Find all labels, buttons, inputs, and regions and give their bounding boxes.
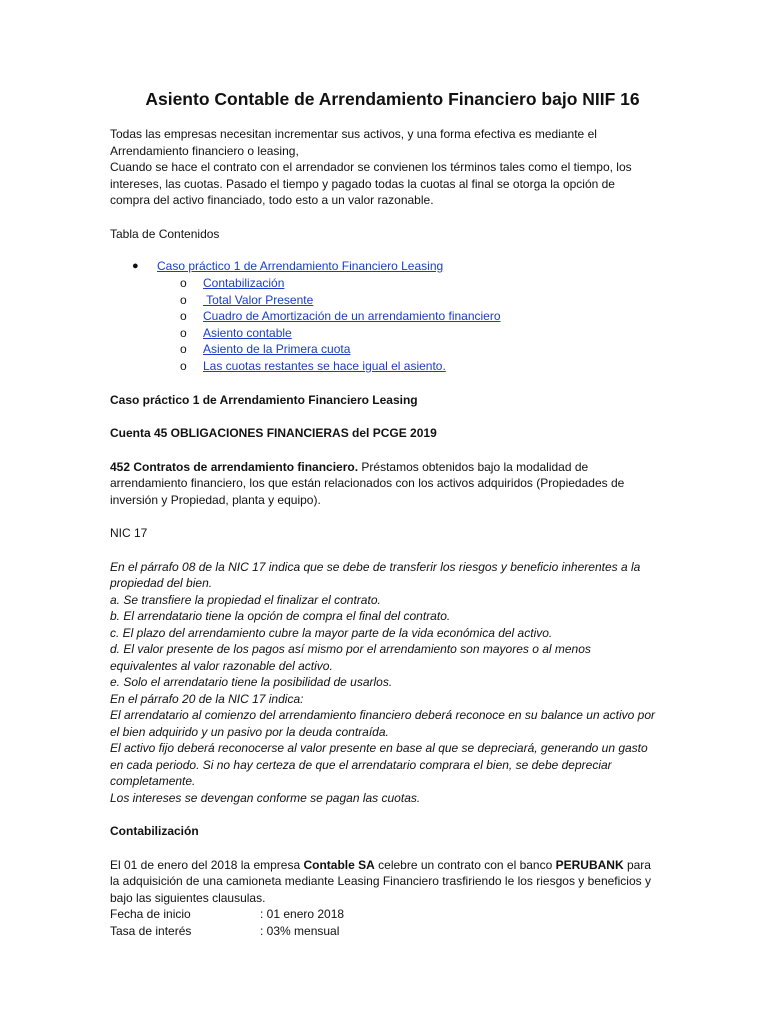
circle-bullet-icon: o (180, 342, 187, 357)
contabilizacion-heading: Contabilización (110, 824, 199, 839)
toc-subitem (110, 275, 655, 292)
circle-bullet-icon: o (180, 292, 187, 307)
account-452-paragraph (110, 459, 655, 509)
nic-line: c. El plazo del arrendamiento cubre la mayor parte de la vida económica del activo. (110, 625, 553, 640)
circle-bullet-icon: o (180, 309, 187, 324)
term-label: Fecha de inicio (110, 907, 191, 922)
toc-link-primera-cuota[interactable]: Asiento de la Primera cuota (203, 342, 351, 357)
term-value: : 03% mensual (260, 923, 340, 938)
toc-link-asiento-contable[interactable]: Asiento contable (203, 325, 292, 340)
toc-heading: Tabla de Contenidos (110, 226, 220, 241)
case-heading: Caso práctico 1 de Arrendamiento Financiero Leasing (110, 392, 418, 407)
nic-line: El arrendatario al comienzo del arrendamiento financiero deberá reconoce en su balance un activo por el bien adquirido y un pasivo por la deuda contraída. (110, 708, 655, 739)
contab-text: para la adquisición de una camioneta mediante Leasing Financiero trasfiriendo le los riesgos y beneficios y bajo las siguientes clausulas. (110, 857, 651, 905)
contabilizacion-paragraph (110, 857, 655, 907)
bank-name: PERUBANK (555, 857, 624, 872)
nic-line: a. Se transfiere la propiedad el finalizar el contrato. (110, 592, 381, 607)
bullet-icon: ● (132, 260, 139, 272)
toc-link-valor-presente[interactable]: Total Valor Presente (203, 292, 314, 307)
toc-subitem (110, 292, 655, 309)
nic-section (110, 559, 655, 807)
account-heading: Cuenta 45 OBLIGACIONES FINANCIERAS del PCGE 2019 (110, 426, 437, 441)
nic-line: d. El valor presente de los pagos así mismo por el arrendamiento son mayores o al menos equivalentes al valor razonable del activo. (110, 642, 591, 673)
intro-paragraph-1: Todas las empresas necesitan incrementar sus activos, y una forma efectiva es mediante el Arrendamiento financiero o leasing, (110, 127, 597, 158)
circle-bullet-icon: o (180, 358, 187, 373)
circle-bullet-icon: o (180, 325, 187, 340)
company-name: Contable SA (303, 857, 375, 872)
account-452-text: Préstamos obtenidos bajo la modalidad de arrendamiento financiero, los que están relacionados con los activos adquiridos (Propiedades de inversión y Propiedad, planta y equipo). (110, 459, 625, 507)
toc-subitem (110, 308, 655, 325)
document-title: Asiento Contable de Arrendamiento Financiero bajo NIIF 16 (145, 89, 640, 109)
toc-subitem (110, 325, 655, 342)
table-of-contents (110, 258, 655, 375)
circle-bullet-icon: o (180, 276, 187, 290)
nic-heading: NIC 17 (110, 526, 148, 541)
document-page (110, 88, 655, 939)
toc-link-cuadro-amortizacion[interactable]: Cuadro de Amortización de un arrendamiento financiero (203, 309, 501, 324)
term-row-fecha (110, 906, 655, 923)
toc-link-cuotas-restantes[interactable]: Las cuotas restantes se hace igual el asiento. (203, 358, 446, 373)
nic-line: b. El arrendatario tiene la opción de compra el final del contrato. (110, 609, 451, 624)
contab-text: El 01 de enero del 2018 la empresa (110, 857, 304, 872)
term-row-tasa (110, 923, 655, 940)
toc-link-contabilizacion[interactable]: Contabilización (203, 276, 285, 290)
nic-line: En el párrafo 08 de la NIC 17 indica que se debe de transferir los riesgos y beneficio inherentes a la propiedad del bien. (110, 559, 641, 591)
nic-line: Los intereses se devengan conforme se pagan las cuotas. (110, 790, 421, 805)
toc-item-case (110, 258, 655, 275)
intro-paragraph-2: Cuando se hace el contrato con el arrendador se convienen los términos tales como el tiempo, los intereses, las cuotas. Pasado el tiempo y pagado todas la cuotas al final se otorga la opción de compra del activo financiado, todo esto a un valor razonable. (110, 160, 632, 207)
nic-line: e. Solo el arrendatario tiene la posibilidad de usarlos. (110, 675, 393, 690)
term-value: : 01 enero 2018 (260, 907, 345, 922)
term-label: Tasa de interés (110, 923, 192, 938)
toc-subitem (110, 358, 655, 375)
toc-link-case[interactable]: Caso práctico 1 de Arrendamiento Financiero Leasing (157, 259, 444, 273)
nic-line: En el párrafo 20 de la NIC 17 indica: (110, 691, 304, 706)
contab-text: celebre un contrato con el banco (374, 857, 556, 872)
toc-subitem (110, 341, 655, 358)
account-452-code: 452 Contratos de arrendamiento financiero. (110, 459, 359, 474)
nic-line: El activo fijo deberá reconocerse al valor presente en base al que se depreciará, generando un gasto en cada periodo. Si no hay certeza de que el arrendatario comprara el bien, se debe depreciar completamente. (110, 741, 648, 789)
